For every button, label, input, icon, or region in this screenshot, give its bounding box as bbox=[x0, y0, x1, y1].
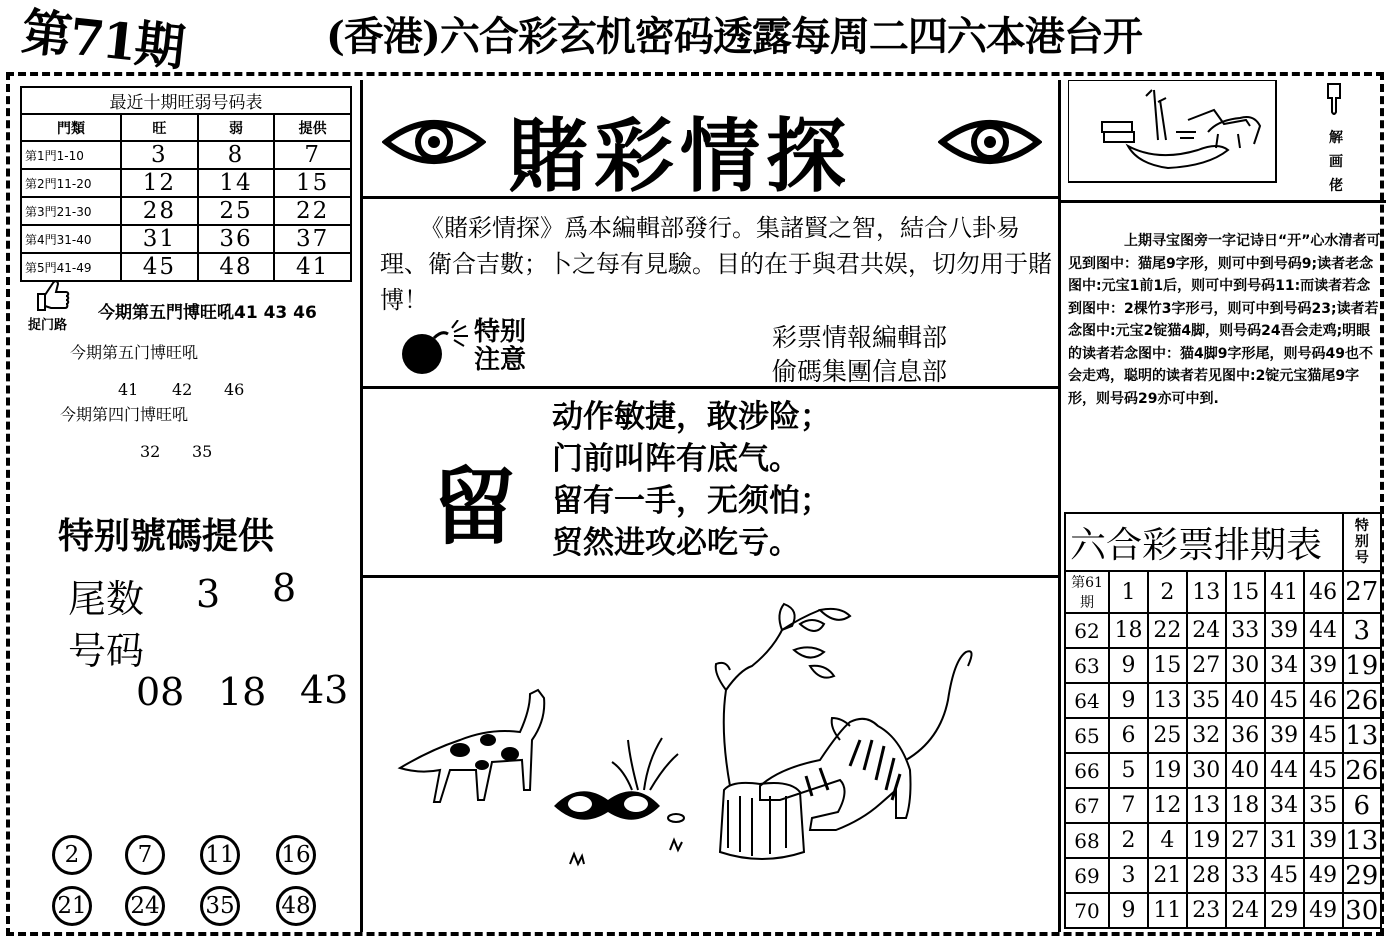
poem-line: 贸然进攻必吃亏。 bbox=[552, 525, 800, 561]
schedule-special-number: 3 bbox=[1343, 613, 1381, 648]
thumbs-up-icon bbox=[34, 278, 70, 312]
hint-picture bbox=[1068, 80, 1278, 184]
poem-line: 门前叫阵有底气。 bbox=[552, 441, 800, 477]
riddle-illustration bbox=[380, 590, 980, 880]
schedule-number: 44 bbox=[1304, 613, 1343, 648]
schedule-number: 22 bbox=[1148, 613, 1187, 648]
schedule-number: 9 bbox=[1109, 893, 1148, 928]
table-cell: 7 bbox=[274, 141, 351, 169]
hint-label-char: 画 bbox=[1329, 154, 1343, 170]
row-label: 第5門41-49 bbox=[21, 253, 121, 281]
special-title: 特别號碼提供 bbox=[58, 516, 275, 557]
schedule-number: 18 bbox=[1226, 788, 1265, 823]
special-header-char: 特 bbox=[1354, 518, 1369, 534]
schedule-number: 9 bbox=[1109, 648, 1148, 683]
left-column-divider bbox=[360, 80, 363, 932]
key-character: 留 bbox=[432, 458, 517, 556]
schedule-number: 1 bbox=[1109, 571, 1148, 613]
notice-line: 注意 bbox=[474, 345, 527, 375]
row-label: 第3門21-30 bbox=[21, 197, 121, 225]
schedule-number: 15 bbox=[1148, 648, 1187, 683]
schedule-special-number: 13 bbox=[1343, 823, 1381, 858]
circled-number: 16 bbox=[276, 835, 316, 875]
table-cell: 36 bbox=[198, 225, 275, 253]
schedule-number: 33 bbox=[1226, 858, 1265, 893]
schedule-row bbox=[1065, 648, 1381, 683]
divider-intro bbox=[362, 386, 1058, 389]
table-header: 弱 bbox=[198, 114, 275, 141]
schedule-row bbox=[1065, 718, 1381, 753]
schedule-issue-label: 69 bbox=[1065, 858, 1109, 893]
schedule-number: 9 bbox=[1109, 683, 1148, 718]
schedule-number: 5 bbox=[1109, 753, 1148, 788]
circled-number: 11 bbox=[200, 835, 240, 875]
table-cell: 45 bbox=[121, 253, 198, 281]
schedule-number: 46 bbox=[1304, 683, 1343, 718]
tail-label: 尾数 bbox=[68, 577, 145, 621]
schedule-special-number: 26 bbox=[1343, 683, 1381, 718]
table-cell: 37 bbox=[274, 225, 351, 253]
circled-number: 48 bbox=[276, 886, 316, 926]
schedule-number: 19 bbox=[1148, 753, 1187, 788]
table-cell: 48 bbox=[198, 253, 275, 281]
schedule-number: 7 bbox=[1109, 788, 1148, 823]
schedule-row bbox=[1065, 893, 1381, 928]
circled-number: 24 bbox=[125, 886, 165, 926]
notice-label bbox=[474, 318, 526, 374]
table-row bbox=[21, 253, 351, 281]
schedule-table bbox=[1064, 512, 1382, 929]
schedule-number: 27 bbox=[1226, 823, 1265, 858]
schedule-issue-label: 67 bbox=[1065, 788, 1109, 823]
tip-line-2: 今期第五门博旺吼 bbox=[70, 343, 199, 362]
schedule-number: 13 bbox=[1148, 683, 1187, 718]
schedule-special-number: 26 bbox=[1343, 753, 1381, 788]
schedule-number: 40 bbox=[1226, 753, 1265, 788]
divider-right bbox=[1060, 200, 1386, 203]
schedule-number: 45 bbox=[1304, 718, 1343, 753]
schedule-number: 45 bbox=[1265, 858, 1304, 893]
schedule-number: 2 bbox=[1109, 823, 1148, 858]
schedule-number: 28 bbox=[1187, 858, 1226, 893]
schedule-number: 31 bbox=[1265, 823, 1304, 858]
table-caption: 最近十期旺弱号码表 bbox=[21, 87, 351, 114]
schedule-number: 4 bbox=[1148, 823, 1187, 858]
schedule-number: 39 bbox=[1265, 613, 1304, 648]
table-cell: 14 bbox=[198, 169, 275, 197]
schedule-number: 23 bbox=[1187, 893, 1226, 928]
table-cell: 31 bbox=[121, 225, 198, 253]
schedule-row bbox=[1065, 753, 1381, 788]
schedule-number: 36 bbox=[1226, 718, 1265, 753]
special-header bbox=[1343, 513, 1381, 571]
schedule-row bbox=[1065, 858, 1381, 893]
poem-line: 动作敏捷，敢涉险； bbox=[552, 399, 831, 435]
circled-number: 2 bbox=[52, 835, 92, 875]
clue-text: 上期寻宝图旁一字记诗日“开”心水清者可见到图中：猫尾9字形，则可中到号码9;读者老念图中:元宝1前1后，则可中到号码11:而读者若念到图中：2棵竹3字形弓，则可中到号码23;读者若念图中:元宝2锭猫4脚，则号码24吾会走鸡;明眼的读者若念图中：猫4脚9字形尾，则号码49也不会走鸡，聪明的读者若见图中:2锭元宝猫尾9字形，则号码29亦可中到. bbox=[1068, 233, 1381, 407]
tip-line-1: 今期第五門博旺吼41 43 46 bbox=[98, 303, 317, 323]
schedule-issue-label: 68 bbox=[1065, 823, 1109, 858]
intro-text: 《賭彩情探》爲本編輯部發行。集諸賢之智，結合八卦易理、衛合吉數；卜之每有見驗。目的在于與君共娱，切勿用于賭博！ bbox=[380, 214, 1052, 314]
tip-line-3: 今期第四门博旺吼 bbox=[60, 405, 189, 424]
schedule-number: 19 bbox=[1187, 823, 1226, 858]
schedule-issue-label: 第61期 bbox=[1065, 571, 1109, 613]
headline: (香港)六合彩玄机密码透露每周二四六本港台开 bbox=[326, 13, 1142, 60]
table-header: 門類 bbox=[21, 114, 121, 141]
number-value: 08 bbox=[136, 670, 185, 714]
table-row bbox=[21, 141, 351, 169]
issue-number: 第71期 bbox=[18, 1, 186, 78]
tip-number: 35 bbox=[192, 442, 213, 461]
schedule-number: 30 bbox=[1187, 753, 1226, 788]
table-cell: 12 bbox=[121, 169, 198, 197]
row-label: 第2門11-20 bbox=[21, 169, 121, 197]
divider-poem bbox=[362, 575, 1058, 578]
schedule-row bbox=[1065, 788, 1381, 823]
schedule-number: 35 bbox=[1187, 683, 1226, 718]
schedule-number: 29 bbox=[1265, 893, 1304, 928]
special-header-char: 号 bbox=[1354, 550, 1369, 566]
schedule-number: 15 bbox=[1226, 571, 1265, 613]
eye-icon bbox=[382, 112, 486, 172]
circled-number: 21 bbox=[52, 886, 92, 926]
table-cell: 15 bbox=[274, 169, 351, 197]
right-column-divider bbox=[1058, 80, 1061, 932]
schedule-number: 39 bbox=[1304, 823, 1343, 858]
schedule-issue-label: 66 bbox=[1065, 753, 1109, 788]
table-cell: 25 bbox=[198, 197, 275, 225]
row-label: 第1門1-10 bbox=[21, 141, 121, 169]
schedule-issue-label: 62 bbox=[1065, 613, 1109, 648]
schedule-special-number: 30 bbox=[1343, 893, 1381, 928]
org-name: 偷碼集團信息部 bbox=[772, 357, 948, 386]
page-title: 賭彩情探 bbox=[508, 109, 852, 203]
schedule-number: 2 bbox=[1148, 571, 1187, 613]
tip-number: 42 bbox=[172, 380, 193, 399]
org-name: 彩票情報編輯部 bbox=[772, 323, 948, 352]
schedule-special-number: 13 bbox=[1343, 718, 1381, 753]
schedule-issue-label: 63 bbox=[1065, 648, 1109, 683]
schedule-issue-label: 70 bbox=[1065, 893, 1109, 928]
schedule-issue-label: 65 bbox=[1065, 718, 1109, 753]
table-row bbox=[21, 169, 351, 197]
schedule-number: 24 bbox=[1226, 893, 1265, 928]
notice-line: 特别 bbox=[474, 317, 527, 347]
tip-number: 41 bbox=[118, 380, 139, 399]
table-cell: 28 bbox=[121, 197, 198, 225]
table-header: 提供 bbox=[274, 114, 351, 141]
number-value: 18 bbox=[218, 670, 267, 714]
schedule-number: 34 bbox=[1265, 648, 1304, 683]
schedule-number: 13 bbox=[1187, 788, 1226, 823]
table-cell: 41 bbox=[274, 253, 351, 281]
schedule-number: 35 bbox=[1304, 788, 1343, 823]
tail-value: 3 bbox=[196, 572, 221, 616]
schedule-number: 46 bbox=[1304, 571, 1343, 613]
pointing-hand-icon bbox=[1324, 82, 1346, 116]
row-label: 第4門31-40 bbox=[21, 225, 121, 253]
hint-label-char: 解 bbox=[1329, 130, 1343, 146]
special-header-char: 别 bbox=[1354, 534, 1369, 550]
schedule-row bbox=[1065, 613, 1381, 648]
hot-weak-table bbox=[20, 86, 352, 282]
schedule-number: 39 bbox=[1304, 648, 1343, 683]
table-header: 旺 bbox=[121, 114, 198, 141]
schedule-row bbox=[1065, 571, 1381, 613]
poem bbox=[552, 396, 831, 564]
schedule-number: 49 bbox=[1304, 893, 1343, 928]
schedule-number: 44 bbox=[1265, 753, 1304, 788]
schedule-number: 11 bbox=[1148, 893, 1187, 928]
circled-number: 35 bbox=[200, 886, 240, 926]
schedule-number: 45 bbox=[1304, 753, 1343, 788]
table-cell: 22 bbox=[274, 197, 351, 225]
schedule-number: 32 bbox=[1187, 718, 1226, 753]
schedule-number: 33 bbox=[1226, 613, 1265, 648]
schedule-special-number: 6 bbox=[1343, 788, 1381, 823]
eye-icon bbox=[938, 112, 1042, 172]
number-value: 43 bbox=[300, 668, 349, 712]
schedule-special-number: 29 bbox=[1343, 858, 1381, 893]
hand-label: 捉门路 bbox=[28, 318, 68, 333]
schedule-number: 49 bbox=[1304, 858, 1343, 893]
schedule-number: 27 bbox=[1187, 648, 1226, 683]
schedule-number: 34 bbox=[1265, 788, 1304, 823]
schedule-number: 24 bbox=[1187, 613, 1226, 648]
tip-number: 46 bbox=[224, 380, 245, 399]
schedule-special-number: 27 bbox=[1343, 571, 1381, 613]
schedule-number: 39 bbox=[1265, 718, 1304, 753]
table-cell: 3 bbox=[121, 141, 198, 169]
schedule-row bbox=[1065, 823, 1381, 858]
schedule-number: 41 bbox=[1265, 571, 1304, 613]
schedule-number: 12 bbox=[1148, 788, 1187, 823]
schedule-title: 六合彩票排期表 bbox=[1065, 513, 1343, 571]
hint-label bbox=[1326, 126, 1346, 198]
schedule-number: 21 bbox=[1148, 858, 1187, 893]
table-row bbox=[21, 225, 351, 253]
schedule-number: 6 bbox=[1109, 718, 1148, 753]
bomb-icon bbox=[398, 320, 472, 376]
number-label: 号码 bbox=[68, 629, 145, 673]
table-row bbox=[21, 197, 351, 225]
schedule-number: 13 bbox=[1187, 571, 1226, 613]
table-cell: 8 bbox=[198, 141, 275, 169]
schedule-number: 25 bbox=[1148, 718, 1187, 753]
tail-value: 8 bbox=[272, 566, 297, 610]
circled-number: 7 bbox=[125, 835, 165, 875]
schedule-number: 3 bbox=[1109, 858, 1148, 893]
schedule-special-number: 19 bbox=[1343, 648, 1381, 683]
hint-label-char: 佬 bbox=[1329, 178, 1343, 194]
schedule-number: 30 bbox=[1226, 648, 1265, 683]
tip-number: 32 bbox=[140, 442, 161, 461]
schedule-row bbox=[1065, 683, 1381, 718]
schedule-number: 18 bbox=[1109, 613, 1148, 648]
poem-line: 留有一手，无须怕； bbox=[552, 483, 831, 519]
schedule-number: 40 bbox=[1226, 683, 1265, 718]
schedule-issue-label: 64 bbox=[1065, 683, 1109, 718]
schedule-number: 45 bbox=[1265, 683, 1304, 718]
